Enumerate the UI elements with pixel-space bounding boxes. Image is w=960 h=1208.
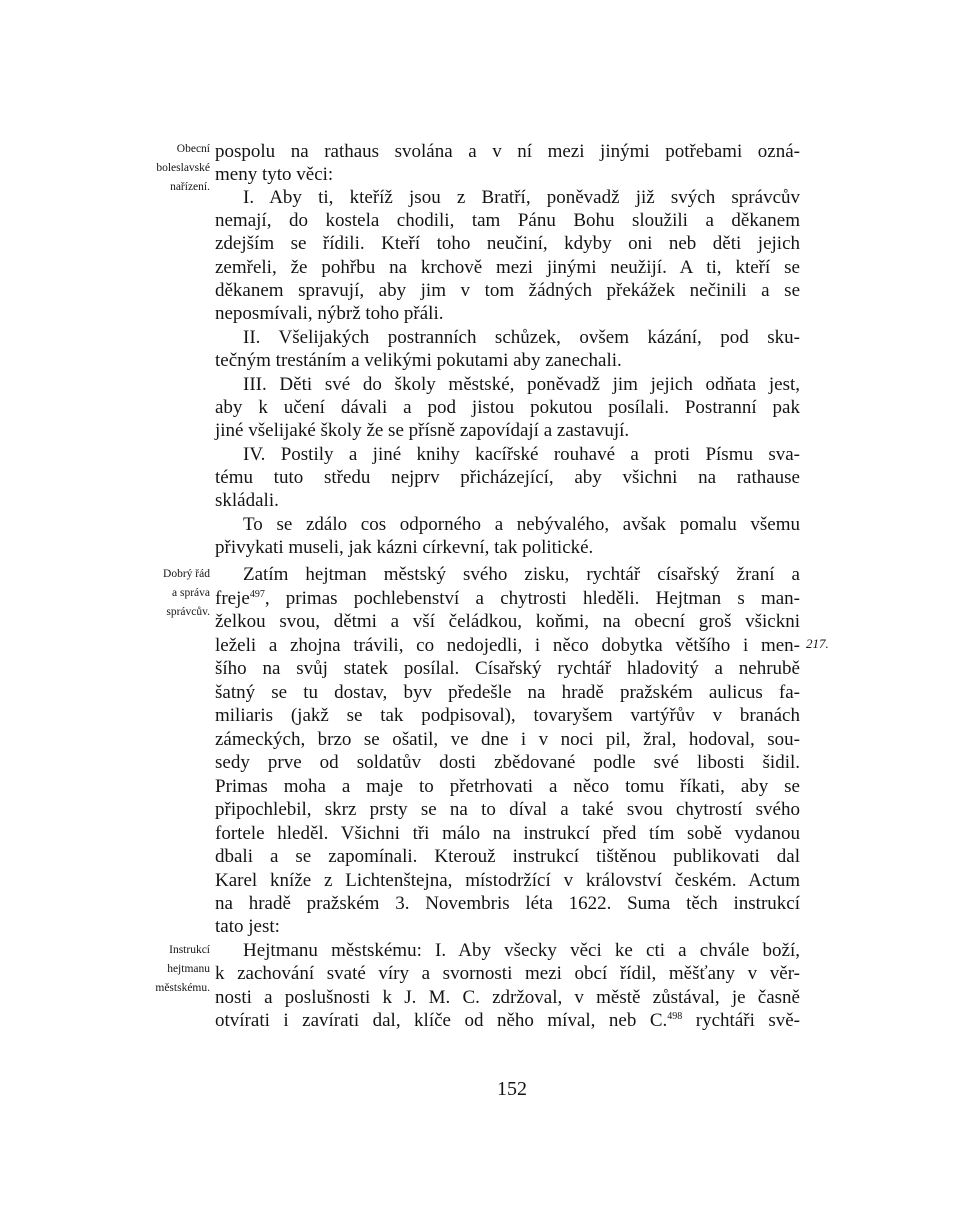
text-line: nosti a poslušnosti k J. M. C. zdržoval, v městě zůstával, je časně: [215, 987, 800, 1008]
text-line-with-footnote: [215, 1009, 800, 1033]
page-number: 152: [497, 1078, 527, 1100]
text-line: šího na svůj statek posílal. Císařský rychtář hladovitý a nehrubě: [215, 658, 800, 679]
text-line: skládali.: [215, 490, 279, 511]
margin-note-line: Instrukcí: [169, 944, 210, 956]
footnote-ref: 497: [249, 589, 265, 600]
text-line: leželi a zhojna trávili, co nedojedli, i něco dobytka většího i men-: [215, 635, 800, 656]
margin-note-obecni: [118, 140, 210, 197]
text-line: meny tyto věci:: [215, 164, 334, 185]
text-line: děkanem spravují, aby jim v tom žádných překážek nečinili a se: [215, 280, 800, 301]
margin-note-line: Obecní: [176, 143, 210, 155]
text-line: aby k učení dávali a pod jistou pokutou posílali. Postranní pak: [215, 397, 800, 418]
text-line: Zatím hejtman městský svého zisku, rychtář císařský žraní a: [243, 564, 800, 585]
text-line: Primas moha a maje to přetrhovati a něco tomu říkati, aby se: [215, 776, 800, 797]
text-line: II. Všelijakých postranních schůzek, ovšem kázání, pod sku-: [243, 327, 800, 348]
margin-note-line: městskému.: [155, 982, 210, 994]
text-line: přivykati museli, jak kázni církevní, tak politické.: [215, 537, 594, 558]
text-line: III. Děti své do školy městské, poněvadž jim jejich odňata jest,: [243, 374, 800, 395]
text-line: miliaris (jakž se tak podpisoval), tovaryšem vartýřův v branách: [215, 705, 800, 726]
text-fragment: freje: [215, 588, 250, 609]
text-line: k zachování svaté víry a svornosti mezi obcí řídil, měšťany v věr-: [215, 963, 800, 984]
text-line: tato jest:: [215, 916, 280, 937]
margin-note-line: hejtmanu: [167, 963, 210, 975]
text-fragment: rychtáři svě-: [682, 1010, 801, 1031]
text-line: dbali a se zapomínali. Kterouž instrukcí tištěnou publikovati dal: [215, 846, 800, 867]
text-line: Hejtmanu městskému: I. Aby všecky věci ke cti a chvále boží,: [243, 940, 800, 961]
text-line: zámeckých, brzo se ošatil, ve dne i v noci pil, žral, hodoval, sou-: [215, 729, 800, 750]
text-line: I. Aby ti, kteříž jsou z Bratří, poněvadž již svých správcův: [243, 187, 800, 208]
margin-note-line: správcův.: [166, 606, 210, 618]
text-line: nemají, do kostela chodili, tam Pánu Bohu sloužili a děkanem: [215, 210, 800, 231]
text-line: tému tuto středu nejprv přicházející, aby všichni na rathause: [215, 467, 800, 488]
text-line: IV. Postily a jiné knihy kacířské rouhavé a proti Písmu sva-: [243, 444, 800, 465]
text-line: Karel kníže z Lichtenštejna, místodržící v království českém. Actum: [215, 870, 800, 891]
text-line: připochlebil, skrz prsty se na to díval a také svou chytrostí svého: [215, 799, 800, 820]
text-line: tečným trestáním a velikými pokutami aby zanechali.: [215, 350, 622, 371]
text-line: fortele hleděl. Všichni tři málo na instrukcí před tím sobě vydanou: [215, 823, 800, 844]
text-line: na hradě pražském 3. Novembris léta 1622. Suma těch instrukcí: [215, 893, 800, 914]
text-line-with-footnote: [215, 587, 800, 611]
text-fragment: otvírati i zavírati dal, klíče od něho míval, neb C.: [215, 1010, 668, 1031]
text-line: pospolu na rathaus svolána a v ní mezi jinými potřebami ozná-: [215, 141, 800, 162]
margin-note-dobry-rad: [118, 565, 210, 622]
page-reference-note: 217.: [806, 636, 829, 651]
text-line: To se zdálo cos odporného a nebývalého, avšak pomalu všemu: [243, 514, 800, 535]
margin-note-line: nařízení.: [170, 181, 210, 193]
footnote-ref: 498: [667, 1011, 683, 1022]
text-line: šatný se tu dostav, byv předešle na hradě pražském aulicus fa-: [215, 682, 800, 703]
margin-note-line: Dobrý řád: [163, 568, 210, 580]
text-line: sedy prve od soldatův dosti zbědované podle své libosti šidil.: [215, 752, 800, 773]
margin-note-line: boleslavské: [156, 162, 210, 174]
text-line: želkou svou, dětmi a vší čeládkou, koňmi, na obecní groš všickni: [215, 611, 800, 632]
text-line: zemřeli, že pohřbu na krchově mezi jinými neužijí. A ti, kteří se: [215, 257, 800, 278]
margin-note-line: a správa: [172, 587, 210, 599]
text-fragment: , primas pochlebenství a chytrosti hleděli. Hejtman s man-: [264, 588, 800, 609]
text-line: zdejším se řídili. Kteří toho neučiní, kdyby oni neb děti jejich: [215, 233, 800, 254]
margin-note-instrukci: [118, 941, 210, 998]
text-line: neposmívali, nýbrž toho přáli.: [215, 303, 444, 324]
text-line: jiné všelijaké školy že se přísně zapovídají a zastavují.: [215, 420, 630, 441]
